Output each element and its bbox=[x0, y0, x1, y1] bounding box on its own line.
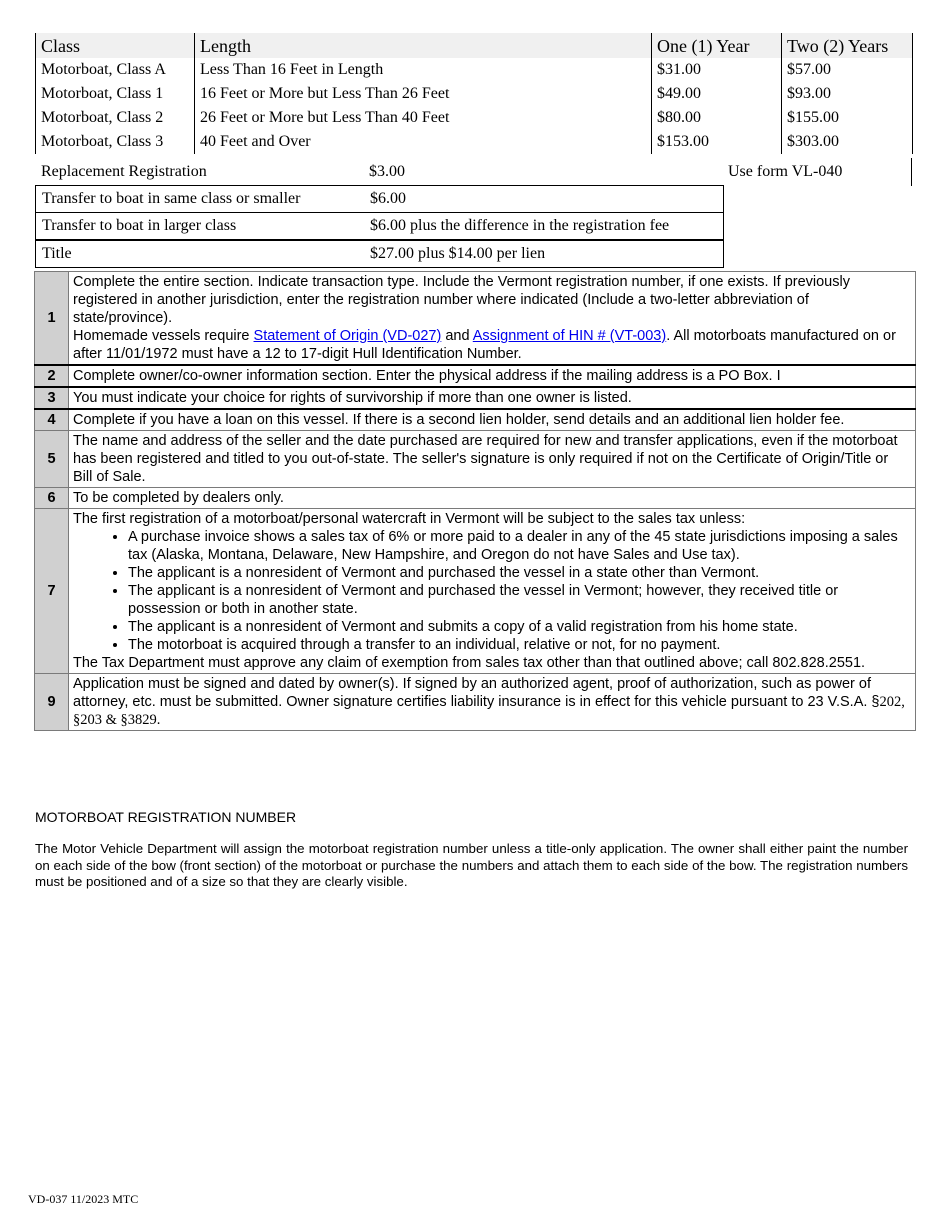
transfer-larger-fee-row bbox=[35, 212, 724, 240]
header-one-year: One (1) Year bbox=[652, 33, 782, 58]
table-row bbox=[36, 106, 913, 130]
instruction-row-4 bbox=[35, 409, 916, 431]
statement-of-origin-link[interactable]: Statement of Origin (VD-027) bbox=[253, 328, 442, 344]
title-label: Title bbox=[42, 245, 72, 262]
two-year-fee: $57.00 bbox=[782, 58, 913, 82]
length-cell: 26 Feet or More but Less Than 40 Feet bbox=[195, 106, 652, 130]
replacement-fee-row bbox=[35, 158, 912, 185]
fee-table bbox=[35, 33, 913, 154]
instruction-row-7 bbox=[35, 509, 916, 674]
one-year-fee: $49.00 bbox=[652, 82, 782, 106]
assignment-of-hin-link[interactable]: Assignment of HIN # (VT-003) bbox=[472, 328, 667, 344]
section-number: 1 bbox=[35, 272, 69, 366]
transfer-same-label: Transfer to boat in same class or smaller bbox=[42, 190, 301, 207]
class-cell: Motorboat, Class A bbox=[36, 58, 195, 82]
instruction-paragraph: The Tax Department must approve any claim of exemption from sales tax other than that outlined above; call 802.828.2551. bbox=[73, 655, 866, 671]
replacement-label: Replacement Registration bbox=[41, 163, 207, 180]
instruction-paragraph: Complete the entire section. Indicate transaction type. Include the Vermont registration number, if one exists. If previously registered in another jurisdiction, enter the registration number where indicated (Include a two-letter abbreviation of state/province). bbox=[73, 274, 850, 326]
exemption-list bbox=[73, 528, 911, 654]
section-number: 2 bbox=[35, 365, 69, 387]
list-item: • The applicant is a nonresident of Vermont and purchased the vessel in a state other than Vermont. bbox=[128, 564, 911, 582]
section-number: 6 bbox=[35, 488, 69, 509]
instruction-text bbox=[69, 509, 916, 674]
title-fee-row bbox=[35, 240, 724, 268]
section-number: 4 bbox=[35, 409, 69, 431]
class-cell: Motorboat, Class 1 bbox=[36, 82, 195, 106]
header-length: Length bbox=[195, 33, 652, 58]
instruction-paragraph: The first registration of a motorboat/personal watercraft in Vermont will be subject to the sales tax unless: bbox=[73, 511, 746, 527]
instruction-text: To be completed by dealers only. bbox=[69, 488, 916, 509]
section-number: 3 bbox=[35, 387, 69, 409]
length-cell: Less Than 16 Feet in Length bbox=[195, 58, 652, 82]
text-span: Application must be signed and dated by owner(s). If signed by an authorized agent, proof of authorization, such as power of attorney, etc. must be submitted. Owner signature certifies liability insurance is in effect for this vehicle pursuant to 23 V.S.A. § bbox=[73, 676, 880, 710]
instruction-text: Complete if you have a loan on this vessel. If there is a second lien holder, send details and an additional lien holder fee. bbox=[69, 409, 916, 431]
list-item: • The motorboat is acquired through a transfer to an individual, relative or not, for no payment. bbox=[128, 636, 911, 654]
table-row bbox=[36, 58, 913, 82]
instruction-row-1 bbox=[35, 272, 916, 366]
section-number: 7 bbox=[35, 509, 69, 674]
table-row bbox=[36, 82, 913, 106]
list-item: • The applicant is a nonresident of Vermont and purchased the vessel in Vermont; however, they received title or possession or both in another state. bbox=[128, 582, 911, 618]
section-title: MOTORBOAT REGISTRATION NUMBER bbox=[35, 809, 297, 825]
section-number: 5 bbox=[35, 431, 69, 488]
transfer-same-value: $6.00 bbox=[370, 190, 406, 207]
class-cell: Motorboat, Class 2 bbox=[36, 106, 195, 130]
two-year-fee: $93.00 bbox=[782, 82, 913, 106]
class-cell: Motorboat, Class 3 bbox=[36, 130, 195, 154]
text-span: Homemade vessels require bbox=[73, 328, 254, 344]
instruction-text bbox=[69, 674, 916, 731]
instruction-paragraph bbox=[73, 327, 911, 363]
one-year-fee: $80.00 bbox=[652, 106, 782, 130]
transfer-larger-label: Transfer to boat in larger class bbox=[42, 217, 237, 234]
length-cell: 40 Feet and Over bbox=[195, 130, 652, 154]
replacement-note: Use form VL-040 bbox=[728, 163, 843, 180]
list-item: • The applicant is a nonresident of Vermont and submits a copy of a valid registration from his home state. bbox=[128, 618, 911, 636]
instruction-row-9 bbox=[35, 674, 916, 731]
statute-reference: 202, §203 & §3829. bbox=[73, 694, 905, 728]
two-year-fee: $303.00 bbox=[782, 130, 913, 154]
instruction-row-5 bbox=[35, 431, 916, 488]
instruction-text: Complete owner/co-owner information section. Enter the physical address if the mailing address is a PO Box. I bbox=[69, 365, 916, 387]
fee-table-header bbox=[36, 33, 913, 58]
transfer-same-fee-row bbox=[35, 185, 724, 213]
transfer-larger-value: $6.00 plus the difference in the registration fee bbox=[370, 217, 670, 234]
list-item: • A purchase invoice shows a sales tax of 6% or more paid to a dealer in any of the 45 state jurisdictions imposing a sales tax (Alaska, Montana, Delaware, New Hampshire, and Oregon do not have Sales and Use tax). bbox=[128, 528, 911, 564]
header-class: Class bbox=[36, 33, 195, 58]
instruction-row-3 bbox=[35, 387, 916, 409]
one-year-fee: $153.00 bbox=[652, 130, 782, 154]
instruction-text: The name and address of the seller and the date purchased are required for new and transfer applications, even if the motorboat has been registered and titled to you out-of-state. The seller's signature is only required if not on the Certificate of Origin/Title or Bill of Sale. bbox=[69, 431, 916, 488]
table-row bbox=[36, 130, 913, 154]
section-body: The Motor Vehicle Department will assign the motorboat registration number unless a title-only application. The owner shall either paint the number on each side of the bow (front section) of the motorboat or purchase the numbers and attach them to each side of the bow. The registration numbers must be positioned and of a size so that they are clearly visible. bbox=[35, 841, 908, 889]
instruction-text: You must indicate your choice for rights of survivorship if more than one owner is listed. bbox=[69, 387, 916, 409]
one-year-fee: $31.00 bbox=[652, 58, 782, 82]
instruction-row-6 bbox=[35, 488, 916, 509]
title-value: $27.00 plus $14.00 per lien bbox=[370, 245, 546, 262]
replacement-value: $3.00 bbox=[369, 163, 405, 180]
text-span: . All motorboats manufactured on or after 11/01/1972 must have a 12 to 17-digit Hull Identification Number. bbox=[73, 328, 896, 362]
instruction-row-2 bbox=[35, 365, 916, 387]
form-footer: VD-037 11/2023 MTC bbox=[28, 1192, 139, 1206]
two-year-fee: $155.00 bbox=[782, 106, 913, 130]
table-edge-line bbox=[911, 158, 912, 186]
header-two-years: Two (2) Years bbox=[782, 33, 913, 58]
instructions-table bbox=[34, 271, 916, 731]
text-span: and bbox=[441, 328, 473, 344]
instruction-text bbox=[69, 272, 916, 366]
length-cell: 16 Feet or More but Less Than 26 Feet bbox=[195, 82, 652, 106]
section-number: 9 bbox=[35, 674, 69, 731]
